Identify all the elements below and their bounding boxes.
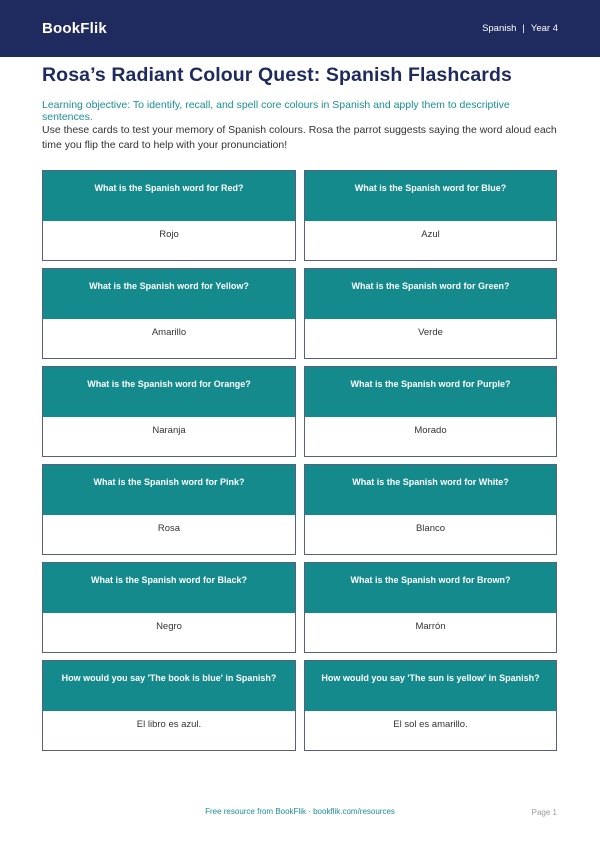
flashcard[interactable] [42,268,296,359]
flashcard-answer: Negro [43,613,295,652]
flashcard[interactable] [304,464,557,555]
flashcard[interactable] [42,660,296,751]
learning-objective: Learning objective: To identify, recall, and spell core colours in Spanish and apply them to descriptive sentences. [42,99,510,123]
flashcard-answer: El libro es azul. [43,711,295,750]
flashcard-question: How would you say 'The book is blue' in Spanish? [43,661,295,711]
flashcard-answer: Rosa [43,515,295,554]
flashcard-question: What is the Spanish word for Blue? [305,171,556,221]
intro-text: Use these cards to test your memory of Spanish colours. Rosa the parrot suggests saying the word aloud each time you flip the card to help with your pronunciation! [42,124,557,151]
flashcard[interactable] [42,366,296,457]
flashcard-question: What is the Spanish word for Yellow? [43,269,295,319]
page-number: Page 1 [531,808,557,817]
year-label: Year 4 [530,23,558,34]
flashcard-answer: Marrón [305,613,556,652]
flashcard-answer: El sol es amarillo. [305,711,556,750]
flashcard-question: What is the Spanish word for Pink? [43,465,295,515]
flashcard-answer: Blanco [305,515,556,554]
flashcard-answer: Naranja [43,417,295,456]
flashcard[interactable] [42,562,296,653]
flashcard-question: What is the Spanish word for Orange? [43,367,295,417]
flashcard[interactable] [42,170,296,261]
flashcard-question: What is the Spanish word for Red? [43,171,295,221]
header-meta [482,23,558,34]
flashcard-question: How would you say 'The sun is yellow' in Spanish? [305,661,556,711]
flashcard[interactable] [42,464,296,555]
header-bar [0,0,600,57]
flashcard-question: What is the Spanish word for White? [305,465,556,515]
flashcard-answer: Azul [305,221,556,260]
meta-separator: | [522,23,525,34]
flashcard-question: What is the Spanish word for Brown? [305,563,556,613]
brand-logo[interactable]: BookFlik [42,20,107,37]
subject-label: Spanish [482,23,517,34]
flashcard-grid [42,170,557,751]
flashcard[interactable] [304,660,557,751]
flashcard-question: What is the Spanish word for Green? [305,269,556,319]
flashcard-answer: Verde [305,319,556,358]
flashcard-answer: Amarillo [43,319,295,358]
flashcard-question: What is the Spanish word for Black? [43,563,295,613]
flashcard[interactable] [304,366,557,457]
flashcard-question: What is the Spanish word for Purple? [305,367,556,417]
flashcard-answer: Morado [305,417,556,456]
flashcard-answer: Rojo [43,221,295,260]
flashcard[interactable] [304,268,557,359]
footer-credit[interactable]: Free resource from BookFlik · bookflik.com/resources [205,807,395,816]
page-title: Rosa’s Radiant Colour Quest: Spanish Flashcards [42,64,512,86]
flashcard[interactable] [304,170,557,261]
flashcard[interactable] [304,562,557,653]
